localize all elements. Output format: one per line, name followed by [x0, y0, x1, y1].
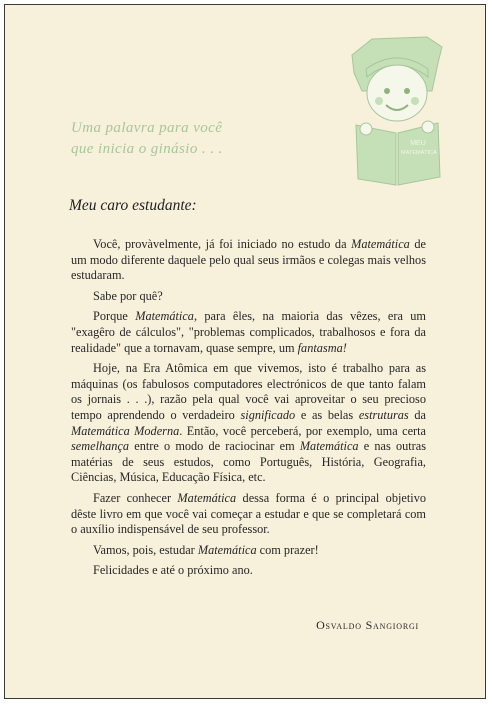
- author-signature: Osvaldo Sangiorgi: [316, 618, 419, 632]
- emphasis-text: Matemática: [197, 542, 257, 557]
- emphasis-text: estruturas: [358, 407, 409, 422]
- intro-heading: [71, 118, 223, 160]
- letter-paragraph: [71, 237, 426, 284]
- letter-paragraph: [71, 563, 426, 579]
- intro-line-1: Uma palavra para você: [71, 120, 223, 136]
- paragraph-text: Fazer conhecer: [93, 490, 178, 505]
- letter-paragraph: [71, 309, 426, 356]
- paragraph-text: de um modo diferente daquele pelo qual seus irmãos e colegas mais velhos estudaram.: [71, 237, 426, 283]
- paragraph-text: Você, provàvelmente, já foi iniciado no estudo da: [93, 237, 352, 251]
- paragraph-text: , para êles, na maioria das vêzes, era um "exagêro de cálculos", "problemas complicados, trabalhosos e fora da realidade" que a tornavam, quase sempre, um: [71, 309, 426, 355]
- emphasis-text: semelhança: [71, 439, 130, 454]
- letter-paragraph: [71, 361, 426, 486]
- student-reading-illustration: [342, 33, 452, 193]
- paragraph-text: dessa forma é o principal objetivo dêste livro em que você vai começar a estudar e que se completará com o auxílio indispensável de seu professor.: [71, 490, 426, 537]
- paragraph-text: Felicidades e até o próximo ano.: [93, 563, 253, 578]
- letter-greeting: Meu caro estudante:: [69, 197, 197, 214]
- book-page: [4, 4, 486, 699]
- paragraph-text: com prazer!: [256, 542, 319, 557]
- book-label-2: MATEMÁTICA: [401, 150, 437, 156]
- paragraph-text: . Então, você perceberá, por exemplo, uma certa: [179, 423, 427, 438]
- emphasis-text: Matemática: [177, 490, 237, 505]
- letter-paragraph: [71, 543, 426, 559]
- letter-paragraph: [71, 491, 426, 538]
- emphasis-text: fantasma!: [297, 340, 347, 355]
- paragraph-text: e as belas: [295, 407, 359, 422]
- letter-paragraph: [71, 289, 426, 305]
- paragraph-text: Sabe por quê?: [93, 288, 163, 303]
- paragraph-text: da: [408, 407, 426, 422]
- paragraph-text: Porque: [93, 309, 136, 324]
- emphasis-text: Matemática: [351, 237, 410, 251]
- emphasis-text: Matemática: [135, 309, 194, 324]
- intro-line-2: que inicia o ginásio . . .: [71, 141, 223, 157]
- emphasis-text: Matemática: [299, 439, 359, 454]
- paragraph-text: Hoje, na Era Atômica em que vivemos, isto é trabalho para as máquinas (os fabulosos computadores electrónicos de que tanto falam os jornais . . .), razão pela qual você vai aproveitar o seu precioso tempo aprendendo o verdadeiro: [71, 361, 426, 422]
- paragraph-text: e nas outras matérias de seus estudos, como Português, História, Geografia, Ciências, Música, Educação Física, etc.: [71, 439, 426, 485]
- book-label-1: MEU: [410, 140, 426, 147]
- emphasis-text: Matemática Moderna: [71, 423, 180, 438]
- paragraph-text: Vamos, pois, estudar: [93, 542, 198, 557]
- letter-body: [71, 237, 426, 584]
- emphasis-text: significado: [240, 407, 296, 422]
- paragraph-text: entre o modo de raciocinar em: [129, 439, 300, 454]
